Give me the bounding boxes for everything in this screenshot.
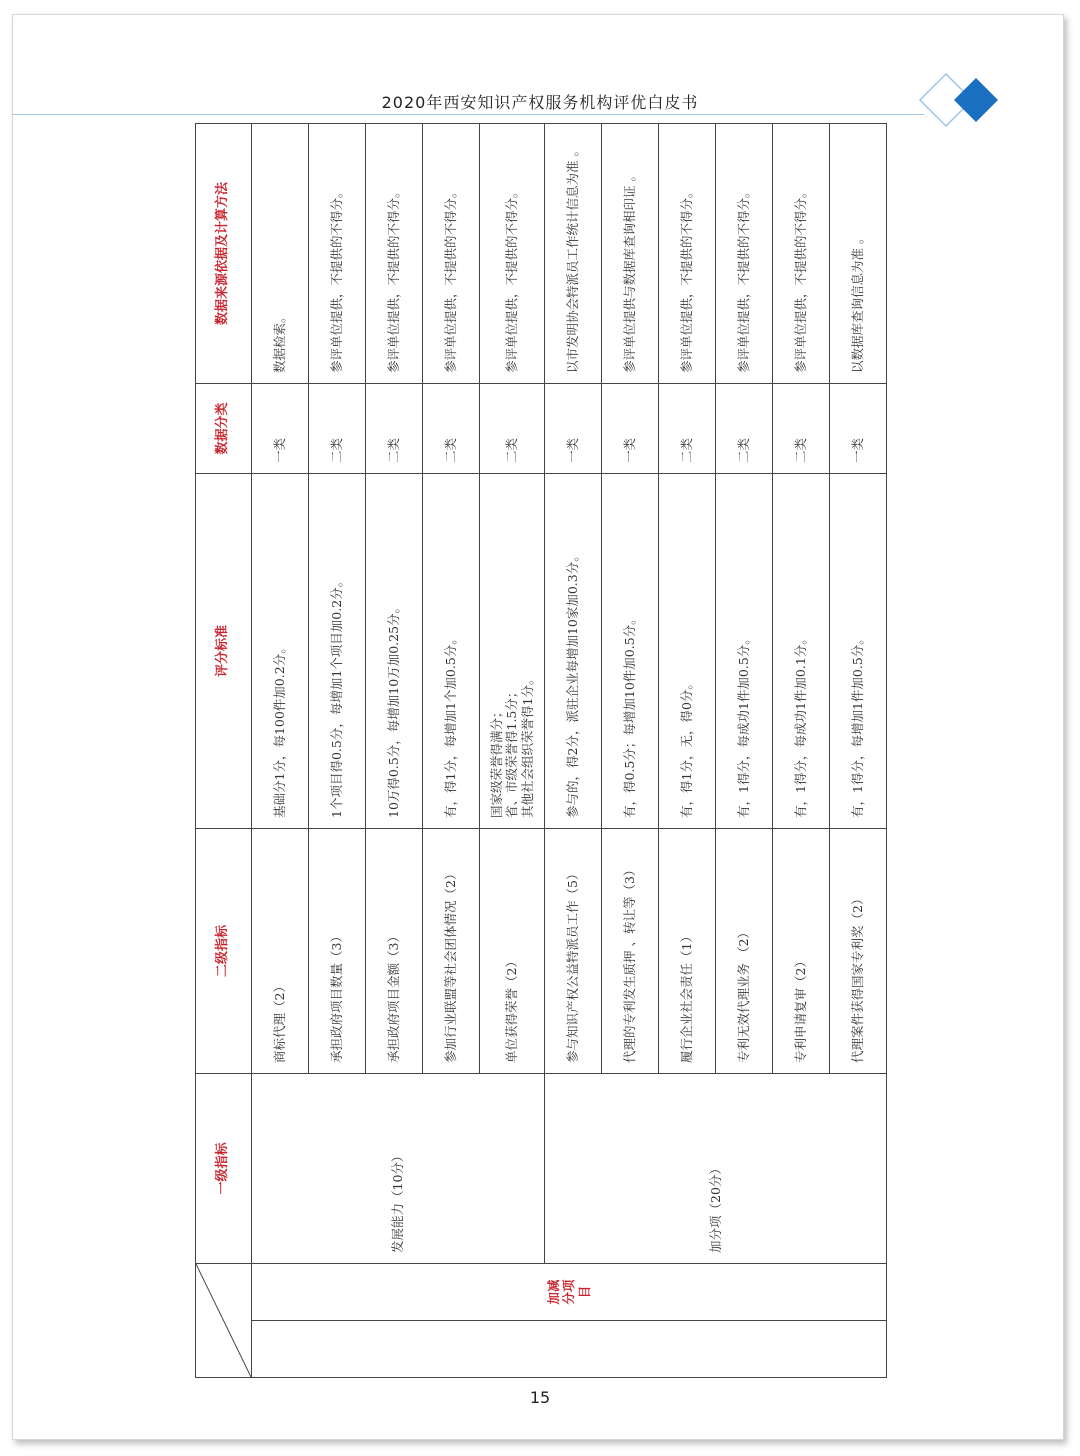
criteria-cell: 有，得1分，无，得0分。 (659, 474, 716, 829)
level2-cell: 代理的专利发生质押 、转让等（3） (602, 829, 659, 1074)
criteria-cell: 10万得0.5分，每增加10万加0.25分。 (366, 474, 423, 829)
level2-cell: 承担政府项目金额（3） (366, 829, 423, 1074)
source-cell: 以市发明协会特派员工作统计信息为准 。 (545, 124, 602, 384)
source-cell: 参评单位提供与数据库查询相印证 。 (602, 124, 659, 384)
criteria-cell: 基础分1分，每100件加0.2分。 (252, 474, 309, 829)
source-cell: 参评单位提供，不提供的不得分。 (480, 124, 545, 384)
category-cell: 一类 (602, 384, 659, 474)
source-cell: 参评单位提供，不提供的不得分。 (716, 124, 773, 384)
header-category: 数据分类 (196, 384, 252, 474)
level2-cell: 承担政府项目数量（3） (309, 829, 366, 1074)
category-cell: 二类 (309, 384, 366, 474)
level2-cell: 商标代理（2） (252, 829, 309, 1074)
page-title: 2020年西安知识产权服务机构评优白皮书 (381, 93, 699, 112)
category-cell: 二类 (366, 384, 423, 474)
adjust-group-label: 加减分项目 (252, 1264, 887, 1321)
source-cell: 参评单位提供，不提供的不得分。 (659, 124, 716, 384)
category-cell: 一类 (252, 384, 309, 474)
criteria-cell: 1个项目得0.5分，每增加1个项目加0.2分。 (309, 474, 366, 829)
source-cell: 参评单位提供，不提供的不得分。 (366, 124, 423, 384)
category-cell: 二类 (480, 384, 545, 474)
category-cell: 二类 (773, 384, 830, 474)
category-cell: 二类 (716, 384, 773, 474)
header-level2: 二级指标 (196, 829, 252, 1074)
category-cell: 一类 (545, 384, 602, 474)
category-cell: 一类 (830, 384, 887, 474)
header-rule (12, 114, 924, 115)
level2-cell: 专利申请复审（2） (773, 829, 830, 1074)
diagonal-corner-cell (196, 1264, 252, 1378)
header-level1: 一级指标 (196, 1074, 252, 1264)
criteria-line: 国家级荣誉得满分； (488, 705, 504, 818)
header-source: 数据来源依据及计算方法 (196, 124, 252, 384)
table-row (252, 124, 309, 1378)
header-criteria: 评分标准 (196, 474, 252, 829)
criteria-cell: 参与的，得2分，派驻企业每增加10家加0.3分。 (545, 474, 602, 829)
level2-cell: 单位获得荣誉（2） (480, 829, 545, 1074)
level2-cell: 履行企业社会责任（1） (659, 829, 716, 1074)
criteria-cell: 有，1得分，每成功1件加0.5分。 (716, 474, 773, 829)
page-number: 15 (529, 1388, 551, 1407)
criteria-cell: 有，得1分，每增加1个加0.5分。 (423, 474, 480, 829)
source-cell: 参评单位提供，不提供的不得分。 (773, 124, 830, 384)
level1-development: 发展能力（10分） (252, 1074, 545, 1264)
level1-bonus: 加分项（20分） (545, 1074, 887, 1264)
level2-cell: 参加行业联盟等社会团体情况（2） (423, 829, 480, 1074)
source-cell: 以数据库查询信息为准 。 (830, 124, 887, 384)
level2-cell: 专利无效代理业务 （2） (716, 829, 773, 1074)
table-row (545, 124, 602, 1378)
level2-cell: 代理案件获得国家专利奖（2） (830, 829, 887, 1074)
criteria-cell (480, 474, 545, 829)
criteria-line: 省、市级荣誉得1.5分； (504, 685, 520, 818)
diamond-logo-icon (918, 72, 1008, 132)
criteria-cell: 有，得0.5分；每增加10件加0.5分。 (602, 474, 659, 829)
criteria-cell: 有，1得分，每成功1件加0.1分。 (773, 474, 830, 829)
category-cell: 二类 (423, 384, 480, 474)
source-cell: 数据检索。 (252, 124, 309, 384)
category-cell: 二类 (659, 384, 716, 474)
criteria-line: 其他社会组织荣誉得1分。 (519, 672, 535, 818)
source-cell: 参评单位提供，不提供的不得分。 (423, 124, 480, 384)
rotated-table-wrapper (195, 124, 881, 1378)
header-row (196, 124, 252, 1378)
source-cell: 参评单位提供，不提供的不得分。 (309, 124, 366, 384)
evaluation-table (195, 123, 887, 1378)
level2-cell: 参与知识产权公益特派员工作（5） (545, 829, 602, 1074)
criteria-cell: 有，1得分，每增加1件加0.5分。 (830, 474, 887, 829)
